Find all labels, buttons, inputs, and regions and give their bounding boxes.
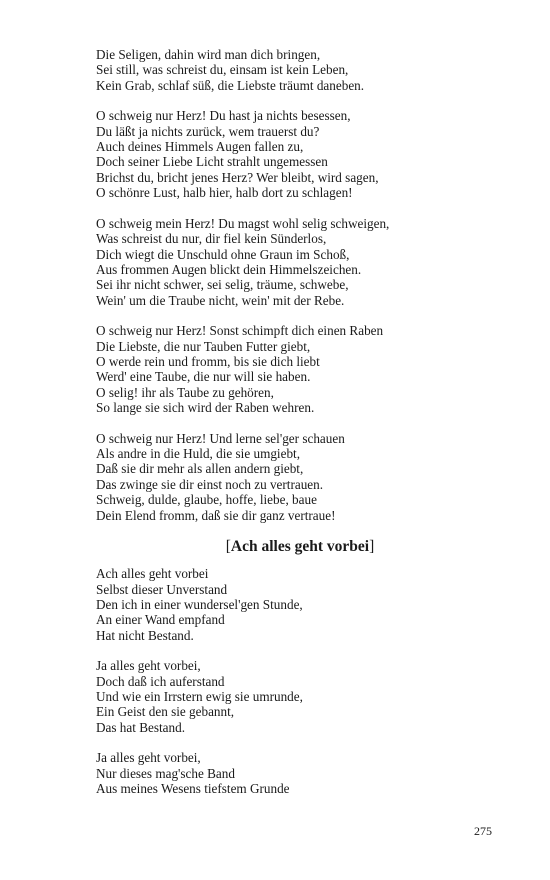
- poem-ach-alles-geht-vorbei: [96, 566, 496, 796]
- verse-line: O schweig mein Herz! Du magst wohl selig schweigen,: [96, 215, 390, 231]
- title-bracket-close: ]: [369, 538, 375, 556]
- verse-line: Den ich in einer wundersel'gen Stunde,: [96, 596, 303, 612]
- verse-line: O schönre Lust, halb hier, halb dort zu schlagen!: [96, 185, 353, 201]
- verse-line: Brichst du, bricht jenes Herz? Wer bleibt, wird sagen,: [96, 169, 379, 185]
- verse-line: Aus frommen Augen blickt dein Himmelszeichen.: [96, 261, 362, 277]
- poem-continued: [96, 47, 496, 523]
- stanza: [96, 658, 496, 735]
- verse-line: O schweig nur Herz! Du hast ja nichts besessen,: [96, 108, 351, 124]
- verse-line: Schweig, dulde, glaube, hoffe, liebe, baue: [96, 492, 317, 508]
- verse-line: Nur dieses mag'sche Band: [96, 765, 235, 781]
- poem-title: [96, 538, 496, 556]
- poem-title-text: Ach alles geht vorbei: [230, 538, 370, 556]
- verse-line: Aus meines Wesens tiefstem Grunde: [96, 781, 290, 797]
- verse-line: Die Liebste, die nur Tauben Futter giebt,: [96, 338, 311, 354]
- stanza: [96, 108, 496, 200]
- verse-line: Ein Geist den sie gebannt,: [96, 704, 235, 720]
- verse-line: Ja alles geht vorbei,: [96, 750, 201, 766]
- verse-line: Dein Elend fromm, daß sie dir ganz vertraue!: [96, 507, 336, 523]
- verse-line: Auch deines Himmels Augen fallen zu,: [96, 139, 304, 155]
- verse-line: Du läßt ja nichts zurück, wem trauerst du?: [96, 123, 320, 139]
- verse-line: O werde rein und fromm, bis sie dich liebt: [96, 354, 320, 370]
- stanza: [96, 216, 496, 308]
- stanza: [96, 431, 496, 523]
- verse-line: O selig! ihr als Taube zu gehören,: [96, 384, 274, 400]
- verse-line: So lange sie sich wird der Raben wehren.: [96, 400, 315, 416]
- verse-line: Werd' eine Taube, die nur will sie haben.: [96, 369, 311, 385]
- verse-line: Daß sie dir mehr als allen andern giebt,: [96, 461, 304, 477]
- verse-line: Selbst dieser Unverstand: [96, 581, 228, 597]
- verse-line: Als andre in die Huld, die sie umgiebt,: [96, 446, 301, 462]
- verse-line: Sei ihr nicht schwer, sei selig, träume, schwebe,: [96, 277, 349, 293]
- verse-line: Sei still, was schreist du, einsam ist kein Leben,: [96, 62, 349, 78]
- verse-line: Doch daß ich auferstand: [96, 673, 225, 689]
- verse-line: Das zwinge sie dir einst noch zu vertrauen.: [96, 476, 324, 492]
- verse-line: Dich wiegt die Unschuld ohne Graun im Schoß,: [96, 246, 350, 262]
- verse-line: Die Seligen, dahin wird man dich bringen,: [96, 47, 321, 62]
- verse-line: O schweig nur Herz! Sonst schimpft dich einen Raben: [96, 323, 384, 339]
- verse-line: Ja alles geht vorbei,: [96, 658, 201, 674]
- stanza: [96, 566, 496, 643]
- verse-line: Doch seiner Liebe Licht strahlt ungemessen: [96, 154, 328, 170]
- verse-line: O schweig nur Herz! Und lerne sel'ger schauen: [96, 430, 345, 446]
- verse-line: Wein' um die Traube nicht, wein' mit der Rebe.: [96, 292, 345, 308]
- verse-line: An einer Wand empfand: [96, 612, 225, 628]
- stanza: [96, 750, 496, 796]
- stanza: [96, 323, 496, 415]
- verse-line: Und wie ein Irrstern ewig sie umrunde,: [96, 689, 303, 705]
- page-text: [96, 47, 496, 812]
- verse-line: Ach alles geht vorbei: [96, 566, 209, 582]
- verse-line: Hat nicht Bestand.: [96, 627, 194, 643]
- verse-line: Was schreist du nur, dir fiel kein Sünderlos,: [96, 231, 327, 247]
- verse-line: Kein Grab, schlaf süß, die Liebste träumt daneben.: [96, 77, 365, 93]
- stanza: [96, 47, 496, 93]
- verse-line: Das hat Bestand.: [96, 719, 185, 735]
- page-number: 275: [474, 824, 492, 838]
- title-bracket-open: [: [225, 538, 231, 556]
